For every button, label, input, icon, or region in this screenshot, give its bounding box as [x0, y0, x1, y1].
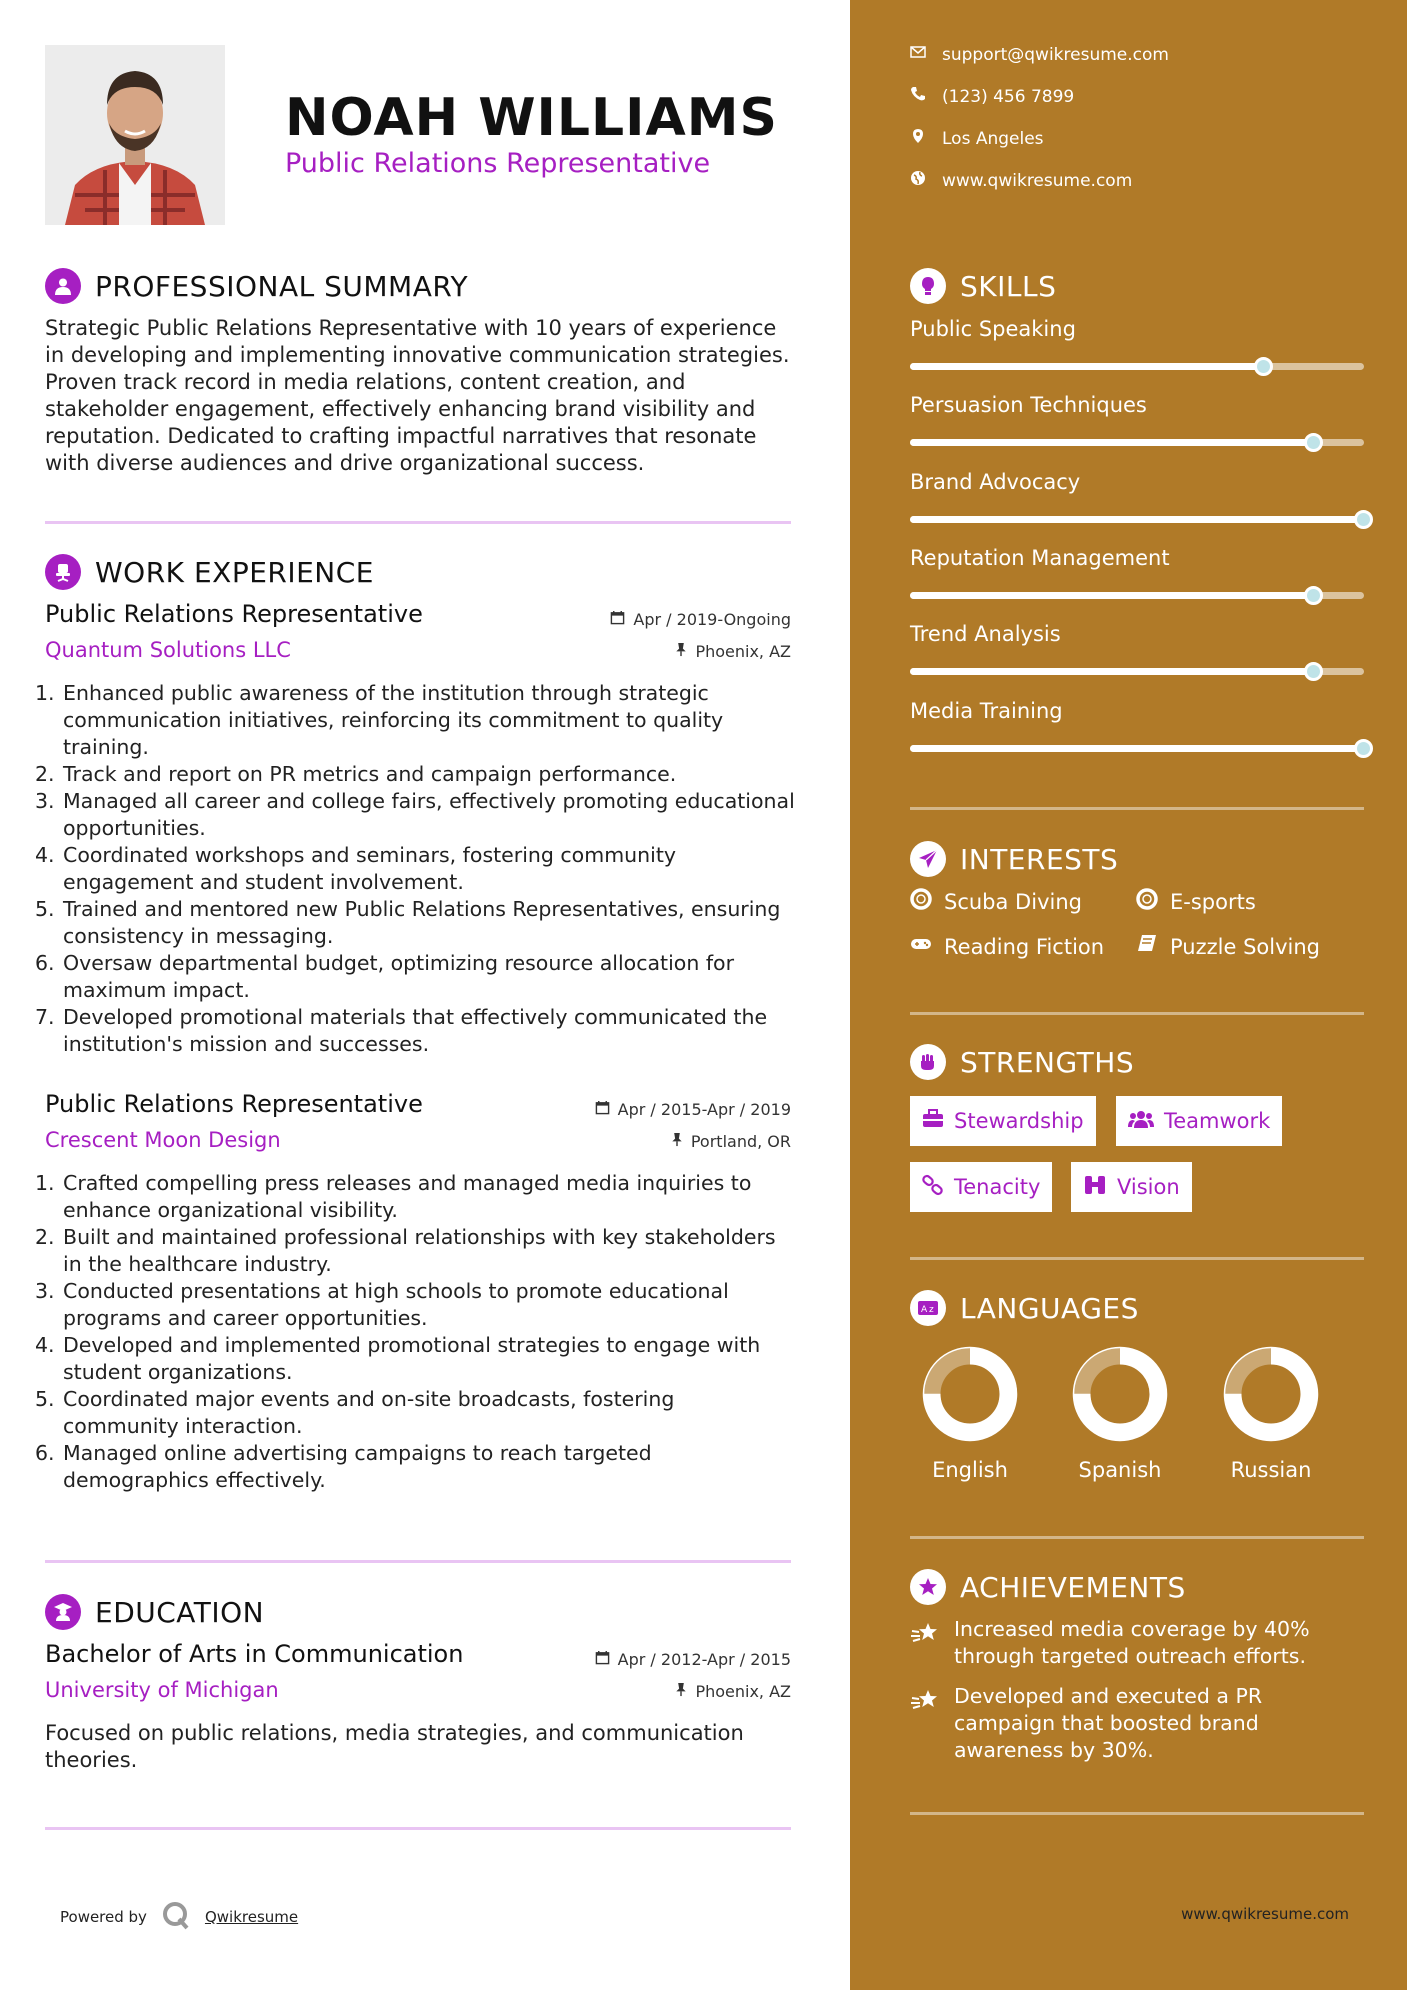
job-location: Phoenix, AZ [695, 642, 791, 661]
job-entry [35, 1090, 791, 1494]
list-item: 2. Built and maintained professional relationships with key stakeholders in the healthcare industry. [35, 1225, 776, 1276]
list-item: 6. Managed online advertising campaigns to reach targeted demographics effectively. [35, 1441, 652, 1492]
skill-bar-fill [910, 363, 1264, 370]
user-icon [45, 268, 81, 304]
job-bullets [35, 680, 795, 1058]
pin-icon [675, 1676, 687, 1708]
education-description: Focused on public relations, media strategies, and communication theories. [45, 1721, 744, 1772]
skill-bar [910, 668, 1364, 675]
language-item [1206, 1344, 1336, 1482]
languages-heading [910, 1290, 1139, 1326]
education-dates: Apr / 2012-Apr / 2015 [617, 1650, 791, 1669]
experience-title: WORK EXPERIENCE [95, 555, 374, 589]
skill-name: Reputation Management [910, 546, 1170, 570]
skill-bar-knob [1254, 357, 1273, 376]
skill-bar [910, 516, 1364, 523]
experience-heading [45, 554, 374, 590]
calendar-icon [610, 604, 625, 636]
map-marker-icon [910, 128, 926, 149]
skill-item [910, 393, 1364, 446]
skill-bar-knob [1304, 662, 1323, 681]
list-item: 1. Crafted compelling press releases and managed media inquiries to enhance organizational visibility. [35, 1171, 752, 1222]
skill-bar-fill [910, 668, 1314, 675]
contact-email[interactable]: support@qwikresume.com [910, 44, 1169, 65]
skill-name: Public Speaking [910, 317, 1076, 341]
svg-text:A: A [921, 1305, 928, 1315]
qwikresume-logo-icon [161, 1900, 191, 1934]
globe-icon [910, 170, 926, 191]
skill-item [910, 317, 1364, 370]
list-item: 4. Developed and implemented promotional strategies to engage with student organizations. [35, 1333, 761, 1384]
star-badge-icon [910, 1569, 946, 1605]
divider [910, 1812, 1364, 1815]
envelope-icon [910, 44, 926, 65]
list-item: 4. Coordinated workshops and seminars, fostering community engagement and student involvement. [35, 843, 677, 894]
skill-item [910, 622, 1364, 675]
education-entry [45, 1640, 791, 1774]
strengths-title: STRENGTHS [960, 1045, 1135, 1079]
job-entry [35, 600, 795, 1058]
candidate-name: NOAH WILLIAMS [285, 88, 778, 148]
job-title: Public Relations Representative [45, 600, 423, 628]
skills-title: SKILLS [960, 269, 1057, 303]
strength-tag: Teamwork [1116, 1096, 1282, 1146]
fist-icon [910, 1044, 946, 1080]
divider [45, 1827, 791, 1830]
skill-bar [910, 592, 1364, 599]
interests-title: INTERESTS [960, 842, 1119, 876]
footer-website[interactable]: www.qwikresume.com [1181, 1905, 1349, 1923]
skill-item [910, 699, 1364, 752]
shooting-star-icon [910, 1616, 940, 1670]
job-meta [595, 1094, 791, 1158]
skill-bar [910, 745, 1364, 752]
calendar-icon [595, 1644, 610, 1676]
shooting-star-icon [910, 1683, 940, 1764]
language-ring [1221, 1344, 1321, 1444]
divider [910, 1257, 1364, 1260]
list-item: 5. Coordinated major events and on-site broadcasts, fostering community interaction. [35, 1387, 675, 1438]
list-item: 6. Oversaw departmental budget, optimizing resource allocation for maximum impact. [35, 951, 735, 1002]
users-icon [1128, 1109, 1154, 1134]
divider [45, 1560, 791, 1563]
summary-text: Strategic Public Relations Representative with 10 years of experience in developing and implementing innovative communication strategies. Proven track record in media relations, content creation, and stakeholder engagement, effectively enhancing brand visibility and reputation. Dedicated to crafting impactful narratives that resonate with diverse audiences and drive organizational success. [45, 316, 790, 475]
skills-heading [910, 268, 1056, 304]
languages-title: LANGUAGES [960, 1291, 1139, 1325]
summary-title: PROFESSIONAL SUMMARY [95, 269, 469, 303]
translate-icon [910, 1290, 946, 1326]
job-dates: Apr / 2019-Ongoing [633, 610, 791, 629]
skill-name: Trend Analysis [910, 622, 1061, 646]
qwikresume-link[interactable]: Qwikresume [204, 1908, 299, 1926]
footer-powered-by [60, 1900, 298, 1934]
lightbulb-icon [910, 268, 946, 304]
gamepad-icon [910, 933, 932, 960]
language-ring [920, 1344, 1020, 1444]
candidate-title: Public Relations Representative [285, 148, 711, 179]
list-item: 5. Trained and mentored new Public Relations Representatives, ensuring consistency in messaging. [35, 897, 781, 948]
paper-plane-icon [910, 841, 946, 877]
skill-bar-fill [910, 592, 1314, 599]
achievement-item: Developed and executed a PR campaign that boosted brand awareness by 30%. [910, 1683, 1350, 1764]
job-company: Quantum Solutions LLC [45, 638, 291, 662]
skill-bar-knob [1354, 510, 1373, 529]
link-icon [922, 1174, 944, 1201]
language-ring [1070, 1344, 1170, 1444]
interest-item: E-sports [1136, 888, 1256, 915]
education-location: Phoenix, AZ [695, 1682, 791, 1701]
skill-bar-fill [910, 439, 1314, 446]
book-icon [1136, 933, 1158, 960]
job-meta [610, 604, 791, 668]
job-title: Public Relations Representative [45, 1090, 423, 1118]
graduate-icon [45, 1594, 81, 1630]
list-item: 3. Managed all career and college fairs, effectively promoting educational opportunities. [35, 789, 795, 840]
skill-bar-fill [910, 745, 1364, 752]
skill-bar-fill [910, 516, 1364, 523]
skill-item [910, 546, 1364, 599]
strengths-heading [910, 1044, 1134, 1080]
list-item: 2. Track and report on PR metrics and campaign performance. [35, 762, 677, 786]
divider [910, 1012, 1364, 1015]
life-ring-icon [910, 888, 932, 915]
job-dates: Apr / 2015-Apr / 2019 [617, 1100, 791, 1119]
skill-bar [910, 439, 1364, 446]
job-location: Portland, OR [690, 1132, 791, 1151]
skill-bar-knob [1354, 739, 1373, 758]
contact-location: Los Angeles [910, 128, 1044, 149]
list-item: 7. Developed promotional materials that effectively communicated the institution's mission and successes. [35, 1005, 768, 1056]
interest-item: Scuba Diving [910, 888, 1082, 915]
skill-bar-knob [1304, 433, 1323, 452]
school-name: University of Michigan [45, 1678, 279, 1702]
language-name: Spanish [1078, 1458, 1162, 1482]
language-name: English [932, 1458, 1008, 1482]
skill-name: Persuasion Techniques [910, 393, 1147, 417]
skill-bar-knob [1304, 586, 1323, 605]
interests-heading [910, 841, 1118, 877]
divider [45, 521, 791, 524]
language-item [1055, 1344, 1185, 1482]
strength-tag: Tenacity [910, 1162, 1052, 1212]
pin-icon [671, 1126, 683, 1158]
strength-tag: Vision [1071, 1162, 1192, 1212]
job-company: Crescent Moon Design [45, 1128, 281, 1152]
profile-photo [45, 45, 225, 225]
language-item [905, 1344, 1035, 1482]
list-item: 1. Enhanced public awareness of the institution through strategic communication initiatives, reinforcing its commitment to quality training. [35, 681, 724, 759]
language-name: Russian [1230, 1458, 1312, 1482]
calendar-icon [595, 1094, 610, 1126]
education-heading [45, 1594, 264, 1630]
skill-bar [910, 363, 1364, 370]
contact-phone[interactable]: (123) 456 7899 [910, 86, 1074, 107]
pin-icon [675, 636, 687, 668]
strength-tag: Stewardship [910, 1096, 1096, 1146]
interest-item: Puzzle Solving [1136, 933, 1320, 960]
skill-name: Brand Advocacy [910, 470, 1081, 494]
job-bullets [35, 1170, 795, 1494]
achievements-title: ACHIEVEMENTS [960, 1570, 1186, 1604]
svg-text:z: z [929, 1305, 934, 1315]
phone-icon [910, 86, 926, 107]
degree-title: Bachelor of Arts in Communication [45, 1640, 464, 1668]
education-meta [595, 1644, 791, 1708]
divider [910, 807, 1364, 810]
skill-item [910, 470, 1364, 523]
life-ring-icon [1136, 888, 1158, 915]
education-title: EDUCATION [95, 1595, 265, 1629]
interest-item: Reading Fiction [910, 933, 1104, 960]
binoculars-icon [1083, 1174, 1107, 1201]
office-chair-icon [45, 554, 81, 590]
list-item: 3. Conducted presentations at high schools to promote educational programs and career opportunities. [35, 1279, 729, 1330]
powered-by-label: Powered by [60, 1908, 147, 1926]
briefcase-icon [922, 1109, 944, 1134]
divider [910, 1536, 1364, 1539]
achievement-item: Increased media coverage by 40% through targeted outreach efforts. [910, 1616, 1350, 1670]
summary-heading [45, 268, 468, 304]
contact-website[interactable]: www.qwikresume.com [910, 170, 1132, 191]
achievements-heading [910, 1569, 1186, 1605]
skill-name: Media Training [910, 699, 1063, 723]
